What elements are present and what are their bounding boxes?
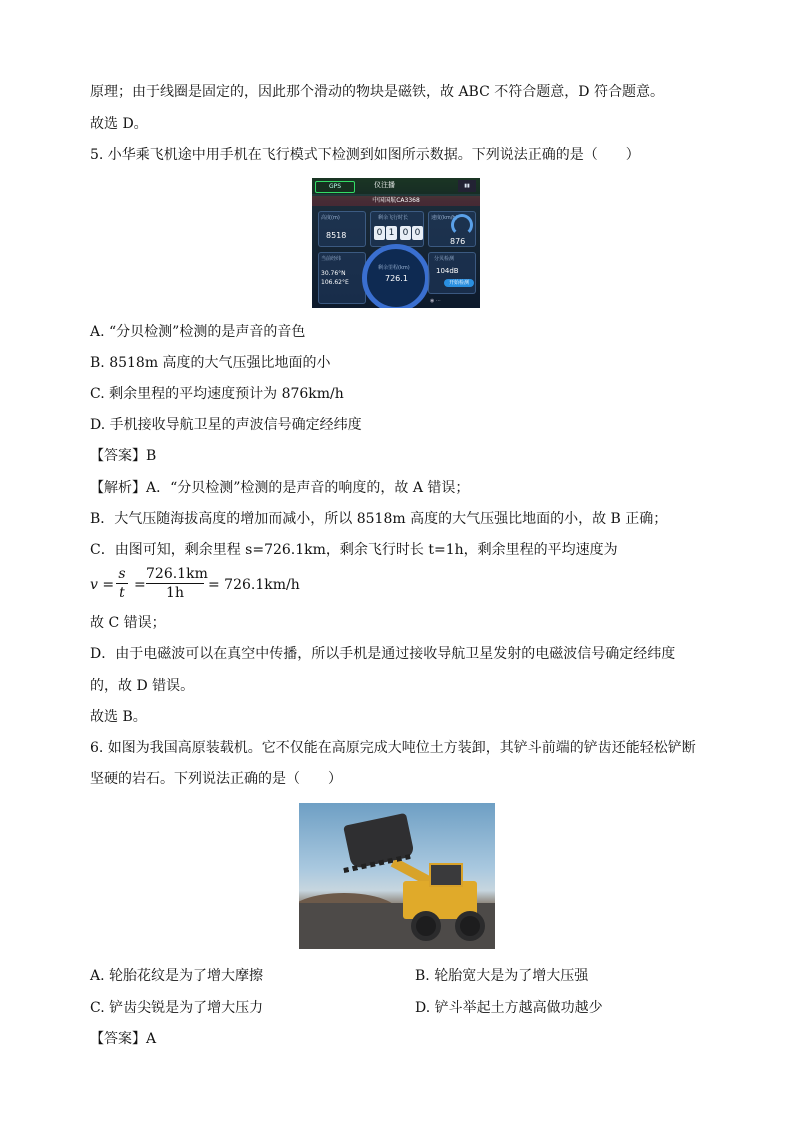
option-5d: D. 手机接收导航卫星的声波信号确定经纬度	[90, 417, 362, 433]
formula-num-2: 726.1km	[146, 566, 208, 582]
explanation-5e: D．由于电磁波可以在真空中传播，所以手机是通过接收导航卫星发射的电磁波信号确定经纬度	[90, 646, 676, 662]
formula-rhs: = 726.1km/h	[208, 577, 300, 593]
longitude: 106.62°E	[321, 279, 349, 286]
watermark: ◉ ···	[430, 298, 441, 304]
answer-5: 【答案】B	[90, 448, 157, 464]
explanation-5g: 故选 B。	[90, 709, 147, 725]
app-title: 仪注播	[374, 181, 395, 189]
rear-wheel	[455, 911, 485, 941]
altitude-value: 8518	[326, 231, 347, 240]
time-digit: 0	[412, 226, 423, 240]
time-digit: 0	[374, 226, 385, 240]
remaining-time-label: 剩余飞行时长	[378, 215, 409, 221]
explanation-5c: C．由图可知，剩余里程 s=726.1km，剩余飞行时长 t=1h，剩余里程的平均速度为	[90, 542, 618, 558]
formula-eq: =	[134, 577, 146, 593]
option-5b: B. 8518m 高度的大气压强比地面的小	[90, 355, 331, 371]
time-digit: 0	[400, 226, 411, 240]
flight-data-screenshot	[312, 178, 480, 308]
front-wheel	[411, 911, 441, 941]
formula-num-1: s	[118, 566, 126, 582]
option-6a: A. 轮胎花纹是为了增大摩擦	[90, 968, 264, 984]
speed-gauge-icon	[451, 214, 473, 236]
time-digit: 1	[386, 226, 397, 240]
question-6-line-1: 6. 如图为我国高原装载机。它不仅能在高原完成大吨位土方装卸，其铲斗前端的铲齿还能轻松铲断	[90, 740, 696, 756]
speed-label: 速度(km/h)	[431, 215, 458, 221]
option-6c: C. 铲齿尖锐是为了增大压力	[90, 1000, 264, 1016]
flight-number: 中国国航CA3368	[312, 196, 480, 206]
text-line: 故选 D。	[90, 116, 148, 132]
altitude-label: 高度(m)	[321, 215, 340, 221]
formula-fraction-1	[116, 566, 128, 602]
distance-value: 726.1	[385, 274, 408, 283]
decibel-label: 分贝检测	[434, 256, 455, 262]
explanation-5a: 【解析】A．“分贝检测”检测的是声音的响度的，故 A 错误；	[90, 480, 470, 496]
signal-icon: ▮▮	[458, 180, 476, 192]
formula-lhs: v =	[90, 577, 115, 593]
explanation-5d: 故 C 错误；	[90, 615, 166, 631]
decibel-value: 104dB	[436, 267, 459, 275]
distance-label: 剩余里程(km)	[378, 265, 410, 271]
gps-badge: GPS	[315, 181, 355, 193]
formula-den-2: 1h	[166, 585, 184, 601]
option-6d: D. 铲斗举起土方越高做功越少	[415, 1000, 603, 1016]
text-line: 原理；由于线圈是固定的，因此那个滑动的物块是磁铁，故 ABC 不符合题意，D 符合题意。	[90, 84, 664, 100]
option-5a: A. “分贝检测”检测的是声音的音色	[90, 324, 306, 340]
start-detect-button: 开始检测	[444, 279, 474, 287]
question-6-line-2: 坚硬的岩石。下列说法正确的是（ ）	[90, 771, 342, 787]
speed-value: 876	[450, 237, 466, 246]
question-5: 5. 小华乘飞机途中用手机在飞行模式下检测到如图所示数据。下列说法正确的是（ ）	[90, 147, 640, 163]
latitude: 30.76°N	[321, 270, 346, 277]
explanation-5f: 的，故 D 错误。	[90, 678, 195, 694]
option-6b: B. 轮胎宽大是为了增大压强	[415, 968, 589, 984]
explanation-5b: B．大气压随海拔高度的增加而减小，所以 8518m 高度的大气压强比地面的小，故 B 正确；	[90, 511, 668, 527]
formula-fraction-2	[146, 566, 208, 602]
option-5c: C. 剩余里程的平均速度预计为 876km/h	[90, 386, 344, 402]
loader-cab	[429, 863, 463, 887]
answer-6: 【答案】A	[90, 1031, 157, 1047]
coords-label: 当前经纬	[321, 256, 342, 262]
loader-photo	[299, 803, 495, 949]
formula-den-1: t	[119, 585, 125, 601]
